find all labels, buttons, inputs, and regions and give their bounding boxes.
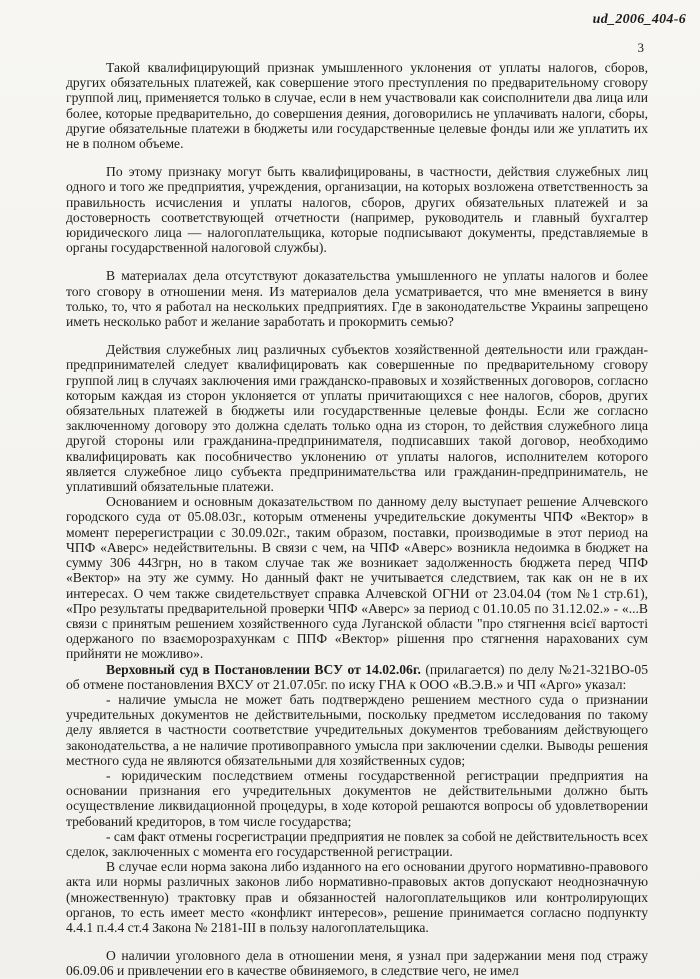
page-number: 3: [637, 40, 644, 55]
paragraph-conflict-of-interest: В случае если норма закона либо изданного на его основании другого нормативно-правового акта или нормы различных законов либо нормативно-правовых актов допускают неоднозначную (множественную) трактовку прав и обязанностей налогоплательщиков или контролирующих органов, то есть имеет место «конфликт интересов», решение принимается согласно подпункту 4.4.1 п.4.4 ст.4 Закона № 2181-III в пользу налогоплательщика.: [66, 859, 648, 935]
paragraph-main-evidence: Основанием и основным доказательством по данному делу выступает решение Алчевского городского суда от 05.08.03г., которым отменены учредительские документы ЧПФ «Вектор» в момент перерегистрации с 30.09.02г., таким образом, поставки, производимые в этот период на ЧПФ «Аверс» недействительны. В связи с чем, на ЧПФ «Аверс» возникла недоимка в бюджет на сумму 306 443грн, но в таком случае так же возникает задолженность бюджета перед ЧПФ «Вектор» на эту же сумму. Но данный факт не учитывается следствием, так как он не в их интересах. О чем также свидетельствует справка Алчевской ОГНИ от 23.04.04 (том №1 стр.61), «Про результаты предварительной проверки ЧПФ «Аверс» за период с 01.10.05 по 31.12.02.» - «...В связи с принятым решением хозяйственного суда Луганской области "про стягнення всієї вартості одержаного по взаєморозрахункам с ППФ «Вектор» рішення про стягнення нарахованих сум прийняти не можливо».: [66, 494, 648, 662]
supreme-court-ruling-title: Верховный суд в Постановлении ВСУ от 14.02.06г.: [106, 661, 421, 677]
paragraph-intent-point: - наличие умысла не может бать подтверждено решением местного суда о признании учредительных документов не действительными, поскольку предметом исследования по такому делу является в частности соответствие учредительных документов требованиям действующего законодательства, а не наличие противоправного умысла при заключении сделки. Выводы решения местного суда не являются обязательными для хозяйственных судов;: [66, 691, 648, 768]
paragraph-criminal-case: О наличии уголовного дела в отношении меня, я узнал при задержании меня под стражу 06.09.06 и привлечении его в качестве обвиняемого, в следствие чего, не имел: [66, 948, 648, 979]
paragraph-qualifying-feature: Такой квалифицирующий признак умышленного уклонения от уплаты налогов, сборов, других обязательных платежей, как совершение этого преступления по предварительному сговору группой лиц, применяется только в случае, если в нем участвовали как соисполнители два лица или более, которые предварительно, до совершения деяния, договорились не уплачивать налоги, сборы, другие обязательные платежи в бюджеты или государственные целевые фонды или же уплатить их не в полном объеме.: [66, 60, 648, 152]
paragraph-supreme-court: [66, 662, 648, 692]
supreme-court-ruling-text: (прилагается) по делу №21-321ВО-05 об отмене постановления ВХСУ от 21.07.05г. по иску ГНА к ООО «В.Э.В.» и ЧП «Арго» указал:: [66, 661, 648, 692]
paragraph-deals-point: - сам факт отмены госрегистрации предприятия не повлек за собой не действительность всех сделок, заключенных с момента его государственной регистрации.: [66, 828, 648, 859]
paragraph-liquidation-point: - юридическим последствием отмены государственной регистрации предприятия на основании признания его учредительных документов не действительными должно быть осуществление ликвидационной процедуры, в ходе которой решаются вопросы об удовлетворении требований кредиторов, в том числе государства;: [66, 767, 648, 829]
paragraph-officials-qualification: По этому признаку могут быть квалифицированы, в частности, действия служебных лиц одного и того же предприятия, учреждения, организации, на которых возложена ответственность за правильность исчисления и уплаты налогов, сборов, других обязательных платежей и за достоверность соответствующей отчетности (например, руководитель и главный бухгалтер юридического лица — налогоплательщика, которые подписывают документы, представляемые в органы государственной налоговой службы).: [66, 164, 648, 256]
paragraph-no-evidence: В материалах дела отсутствуют доказательства умышленного не уплаты налогов и более того сговору в отношении меня. Из материалов дела усматривается, что мне вменяется в вину только, то, что я работал на нескольких предприятиях. Где в законодательстве Украины запрещено иметь несколько работ и желание заработать и прокормить семью?: [66, 268, 648, 330]
document-id: ud_2006_404-6: [592, 12, 686, 27]
paragraph-contracts: Действия служебных лиц различных субъектов хозяйственной деятельности или граждан-предпринимателей следует квалифицировать как совершенные по предварительному сговору группой лиц в случаях заключения ими гражданско-правовых и хозяйственных договоров, согласно которым каждая из сторон уклоняется от уплаты причитающихся с нее налогов, сборов, других обязательных платежей в бюджеты или государственные целевые фонды. Если же согласно заключенному договору это должна сделать только одна из сторон, то действия служебного лица другой стороны или гражданина-предпринимателя, подписавших такой договор, необходимо квалифицировать как пособничество уклонению от уплаты налогов, исполнителем которого является служебное лицо субъекта предпринимательства или гражданин-предприниматель, не уплативший обязательные платежи.: [66, 342, 648, 495]
document-body: [66, 60, 648, 979]
